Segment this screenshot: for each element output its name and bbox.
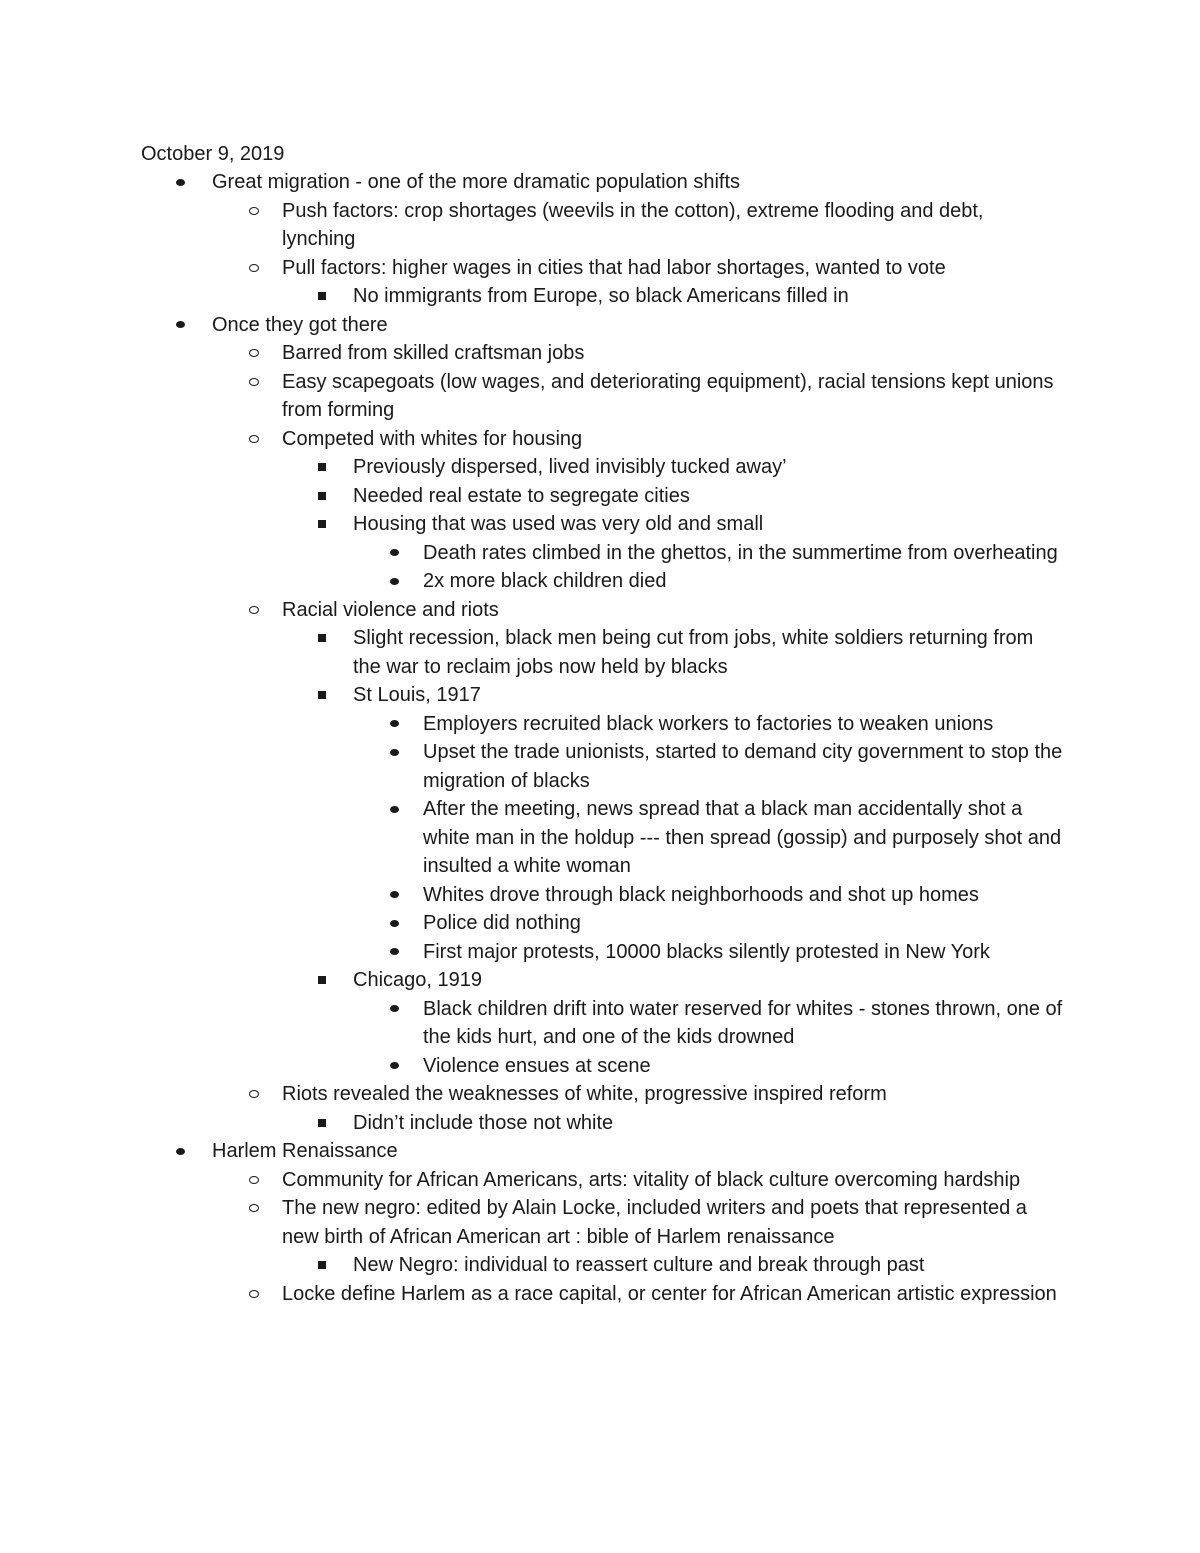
disc-bullet-icon — [390, 948, 399, 955]
outline-item-level-2 — [0, 482, 1063, 511]
bullet-wrapper — [390, 567, 399, 596]
outline-item-text: Once they got there — [212, 313, 388, 336]
square-bullet-icon — [318, 292, 326, 300]
outline-item-text: Locke define Harlem as a race capital, or center for African American artistic expression — [282, 1282, 1057, 1305]
bullet-wrapper — [318, 510, 326, 539]
outline-item-level-1 — [0, 368, 1062, 425]
square-bullet-icon — [318, 463, 326, 471]
disc-bullet-icon — [390, 549, 399, 556]
bullet-wrapper — [318, 282, 326, 311]
bullet-wrapper — [249, 197, 259, 226]
outline-item-text: 2x more black children died — [423, 570, 667, 592]
square-bullet-icon — [318, 691, 326, 699]
bullet-wrapper — [249, 425, 259, 454]
outline-item-level-3 — [0, 539, 1063, 568]
outline-item-level-2 — [0, 624, 1063, 681]
outline-item-text: Pull factors: higher wages in cities that had labor shortages, wanted to vote — [282, 256, 946, 279]
square-bullet-icon — [318, 492, 326, 500]
disc-bullet-icon — [390, 806, 399, 813]
bullet-wrapper — [249, 339, 259, 368]
bullet-wrapper — [318, 453, 326, 482]
outline-item-level-3 — [0, 567, 1063, 596]
outline-item-level-2 — [0, 453, 1063, 482]
outline-item-level-2 — [0, 681, 1063, 710]
outline-item-text: Chicago, 1919 — [353, 969, 482, 991]
outline-item-level-0 — [0, 311, 1062, 340]
outline-item-level-1 — [0, 1280, 1062, 1309]
disc-bullet-icon — [390, 1062, 399, 1069]
outline-item-level-2 — [0, 510, 1063, 539]
outline-item-level-2 — [0, 966, 1063, 995]
outline-item-level-1 — [0, 339, 1062, 368]
bullet-wrapper — [390, 539, 399, 568]
outline-item-level-3 — [0, 795, 1063, 881]
outline-item-text: Racial violence and riots — [282, 598, 499, 621]
square-bullet-icon — [318, 1261, 326, 1269]
bullet-wrapper — [249, 368, 259, 397]
outline-item-level-1 — [0, 1194, 1062, 1251]
bullet-wrapper — [176, 168, 185, 197]
outline-item-text: After the meeting, news spread that a black man accidentally shot a white man in the holdup --- then spread (gossip) and purposely shot and insulted a white woman — [423, 798, 1062, 877]
outline-item-level-3 — [0, 710, 1063, 739]
outline-item-level-2 — [0, 282, 1063, 311]
outline-item-text: Harlem Renaissance — [212, 1140, 398, 1162]
bullet-wrapper — [390, 1052, 399, 1081]
outline-item-level-3 — [0, 881, 1063, 910]
outline-item-level-1 — [0, 1080, 1062, 1109]
notes-date: October 9, 2019 — [141, 143, 285, 165]
circle-bullet-icon — [249, 1090, 259, 1098]
outline-item-text: Upset the trade unionists, started to demand city government to stop the migration of blacks — [423, 741, 1063, 792]
outline-item-text: Needed real estate to segregate cities — [353, 484, 690, 507]
outline-item-text: New Negro: individual to reassert culture and break through past — [353, 1254, 925, 1276]
outline-item-level-3 — [0, 738, 1063, 795]
circle-bullet-icon — [249, 606, 259, 614]
outline-item-level-3 — [0, 938, 1063, 967]
bullet-wrapper — [318, 681, 326, 710]
bullet-wrapper — [249, 1166, 259, 1195]
outline-item-level-1 — [0, 197, 1062, 254]
outline-item-text: Easy scapegoats (low wages, and deteriorating equipment), racial tensions kept unions from forming — [282, 370, 1054, 421]
square-bullet-icon — [318, 976, 326, 984]
circle-bullet-icon — [249, 1290, 259, 1298]
bullet-wrapper — [249, 1194, 259, 1223]
bullet-wrapper — [318, 624, 326, 653]
outline-item-text: Whites drove through black neighborhoods and shot up homes — [423, 883, 979, 906]
square-bullet-icon — [318, 634, 326, 642]
disc-bullet-icon — [390, 920, 399, 927]
outline-item-level-3 — [0, 1052, 1063, 1081]
disc-bullet-icon — [390, 720, 399, 727]
bullet-wrapper — [249, 1280, 259, 1309]
bullet-wrapper — [390, 995, 399, 1024]
square-bullet-icon — [318, 1119, 326, 1127]
outline-item-text: Police did nothing — [423, 912, 581, 934]
bullet-wrapper — [390, 881, 399, 910]
disc-bullet-icon — [390, 749, 399, 756]
bullet-wrapper — [318, 966, 326, 995]
bullet-wrapper — [390, 795, 399, 824]
outline-item-text: St Louis, 1917 — [353, 684, 481, 706]
outline-item-text: Housing that was used was very old and small — [353, 513, 764, 535]
outline-item-text: Barred from skilled craftsman jobs — [282, 342, 585, 364]
outline-item-level-0 — [0, 1137, 1062, 1166]
bullet-wrapper — [390, 710, 399, 739]
bullet-wrapper — [176, 1137, 185, 1166]
circle-bullet-icon — [249, 207, 259, 215]
bullet-wrapper — [390, 909, 399, 938]
outline-item-text: Black children drift into water reserved for whites - stones thrown, one of the kids hurt, and one of the kids drowned — [423, 997, 1063, 1048]
bullet-wrapper — [318, 1251, 326, 1280]
disc-bullet-icon — [390, 891, 399, 898]
circle-bullet-icon — [249, 1176, 259, 1184]
outline-item-level-3 — [0, 909, 1063, 938]
disc-bullet-icon — [390, 578, 399, 585]
outline-item-level-3 — [0, 995, 1063, 1052]
outline-item-text: No immigrants from Europe, so black Americans filled in — [353, 285, 849, 307]
bullet-wrapper — [249, 1080, 259, 1109]
outline-item-text: Slight recession, black men being cut from jobs, white soldiers returning from the war to reclaim jobs now held by blacks — [353, 627, 1034, 678]
outline-item-text: Community for African Americans, arts: vitality of black culture overcoming hardship — [282, 1168, 1021, 1191]
circle-bullet-icon — [249, 435, 259, 443]
notes-outline — [0, 168, 1200, 1308]
outline-item-text: Didn’t include those not white — [353, 1111, 614, 1134]
bullet-wrapper — [390, 738, 399, 767]
outline-item-level-1 — [0, 596, 1062, 625]
outline-item-level-2 — [0, 1109, 1063, 1138]
outline-item-text: Violence ensues at scene — [423, 1054, 651, 1077]
outline-item-text: First major protests, 10000 blacks silently protested in New York — [423, 940, 990, 963]
bullet-wrapper — [390, 938, 399, 967]
bullet-wrapper — [176, 311, 185, 340]
disc-bullet-icon — [176, 321, 185, 328]
outline-item-level-1 — [0, 1166, 1062, 1195]
circle-bullet-icon — [249, 378, 259, 386]
bullet-wrapper — [318, 482, 326, 511]
circle-bullet-icon — [249, 349, 259, 357]
disc-bullet-icon — [176, 1148, 185, 1155]
outline-item-level-0 — [0, 168, 1062, 197]
circle-bullet-icon — [249, 1204, 259, 1212]
disc-bullet-icon — [390, 1005, 399, 1012]
bullet-wrapper — [249, 596, 259, 625]
outline-item-text: Riots revealed the weaknesses of white, progressive inspired reform — [282, 1083, 887, 1105]
bullet-wrapper — [249, 254, 259, 283]
outline-item-text: Push factors: crop shortages (weevils in the cotton), extreme flooding and debt, lynching — [282, 199, 984, 250]
disc-bullet-icon — [176, 179, 185, 186]
outline-item-text: Death rates climbed in the ghettos, in the summertime from overheating — [423, 541, 1058, 564]
square-bullet-icon — [318, 520, 326, 528]
circle-bullet-icon — [249, 264, 259, 272]
outline-item-level-1 — [0, 425, 1062, 454]
outline-item-level-2 — [0, 1251, 1063, 1280]
outline-item-text: Great migration - one of the more dramatic population shifts — [212, 171, 741, 193]
outline-item-text: Previously dispersed, lived invisibly tucked away’ — [353, 456, 787, 478]
outline-item-text: Competed with whites for housing — [282, 427, 583, 450]
outline-item-text: Employers recruited black workers to factories to weaken unions — [423, 712, 994, 735]
bullet-wrapper — [318, 1109, 326, 1138]
outline-item-text: The new negro: edited by Alain Locke, included writers and poets that represented a new birth of African American art : bible of Harlem renaissance — [282, 1197, 1027, 1248]
outline-item-level-1 — [0, 254, 1062, 283]
